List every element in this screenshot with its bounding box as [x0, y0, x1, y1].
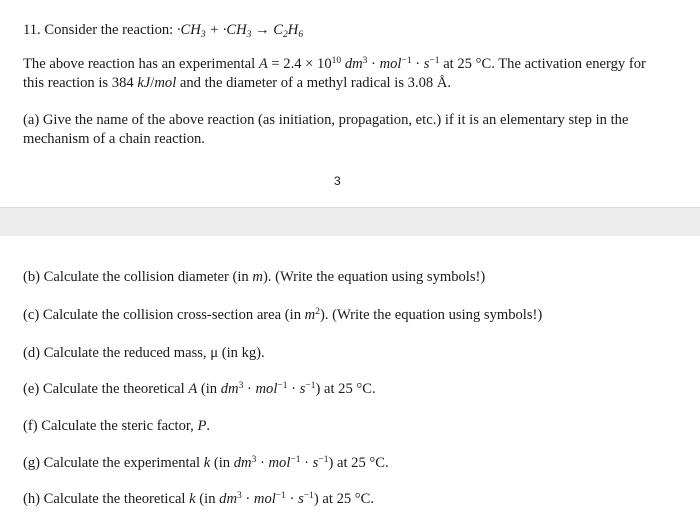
part-f: (f) Calculate the steric factor, P.	[23, 418, 211, 434]
page-number: 3	[334, 174, 341, 188]
reaction-equation: $\cdot CH_3 + \cdot CH_3 \to C_2H_6$	[176, 22, 304, 40]
part-a: (a) Give the name of the above reaction (as initiation, propagation, etc.) if it is an elementary step in the mechanism of a chain reaction.	[23, 112, 629, 147]
part-h: (h) Calculate the theoretical k (in $dm^3 \cdot mol^{-1} \cdot s^{-1}$) at 25 °C.	[23, 491, 375, 507]
page-top-section	[0, 0, 700, 207]
question-title	[23, 21, 303, 39]
part-b: (b) Calculate the collision diameter (in m). (Write the equation using symbols!)	[23, 269, 486, 285]
pre-exponential-factor: $A = 2.4 \times 10^{10}$ $dm^3 \cdot mol^{-1} \cdot s^{-1}$	[258, 56, 440, 72]
part-e: (e) Calculate the theoretical A (in $dm^3 \cdot mol^{-1} \cdot s^{-1}$) at 25 °C.	[23, 381, 376, 397]
question-intro: Consider the reaction:	[44, 22, 174, 38]
activation-energy: 384 kJ/mol	[111, 75, 177, 91]
part-g: (g) Calculate the experimental k (in $dm^3 \cdot mol^{-1} \cdot s^{-1}$) at 25 °C.	[23, 455, 389, 471]
part-d: (d) Calculate the reduced mass, μ (in kg).	[23, 345, 265, 361]
page-bottom-section	[0, 236, 700, 516]
part-c: (c) Calculate the collision cross-section area (in $m^2$). (Write the equation using symbols!)	[23, 307, 543, 323]
page-separator	[0, 207, 700, 237]
question-description: The above reaction has an experimental $A = 2.4 \times 10^{10}$ $dm^3 \cdot mol^{-1} \cdot s^{-1}$ at 25 °C. The activation energy for this reaction is 384 kJ/mol and the diameter of a methyl radical is 3.08 Å.	[23, 56, 646, 91]
question-number: 11.	[23, 22, 41, 38]
